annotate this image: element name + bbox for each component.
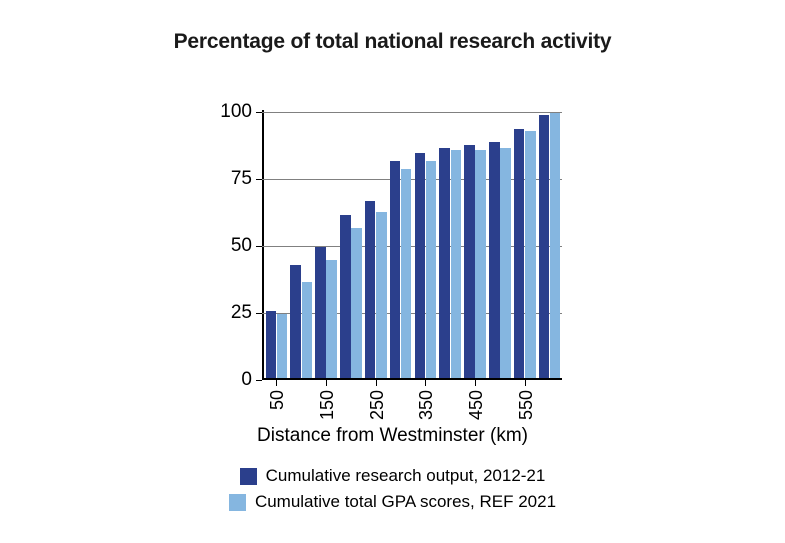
x-axis-line: [262, 378, 562, 380]
bar: [266, 311, 277, 378]
bar: [415, 153, 426, 378]
bar: [464, 145, 475, 378]
bar: [277, 314, 288, 378]
bar: [401, 169, 412, 378]
legend-item: [240, 466, 546, 486]
bar: [439, 148, 450, 378]
x-tick-mark: [276, 380, 277, 386]
x-tick-mark: [326, 380, 327, 386]
legend-swatch: [240, 468, 257, 485]
y-tick-label: 0: [241, 369, 252, 390]
x-tick-label: 250: [366, 390, 387, 421]
y-tick-mark: [256, 313, 262, 314]
legend-label: Cumulative total GPA scores, REF 2021: [254, 492, 557, 511]
y-tick-label: 75: [230, 168, 252, 189]
bar: [340, 215, 351, 378]
legend-swatch: [229, 494, 246, 511]
x-tick-mark: [525, 380, 526, 386]
chart-title: Percentage of total national research activity: [173, 30, 612, 53]
bar: [426, 161, 437, 378]
y-tick-mark: [256, 179, 262, 180]
bar: [539, 115, 550, 378]
bar: [451, 150, 462, 378]
bar: [525, 131, 536, 378]
bar: [351, 228, 362, 378]
x-tick-mark: [425, 380, 426, 386]
bar: [500, 148, 511, 378]
bar: [315, 247, 326, 378]
x-tick-label: 150: [317, 390, 338, 421]
y-tick-mark: [256, 380, 262, 381]
x-tick-mark: [475, 380, 476, 386]
bar: [365, 201, 376, 378]
x-tick-label: 50: [267, 390, 288, 411]
bar: [550, 113, 561, 378]
bar: [514, 129, 525, 378]
y-tick-label: 100: [220, 101, 252, 122]
legend-label: Cumulative research output, 2012-21: [265, 466, 546, 485]
x-tick-mark: [376, 380, 377, 386]
x-tick-label: 350: [416, 390, 437, 421]
plot-area: [220, 101, 562, 421]
bar: [290, 265, 301, 378]
legend-item: [229, 492, 556, 512]
bar-group: [264, 110, 562, 378]
y-tick-mark: [256, 112, 262, 113]
x-tick-label: 550: [515, 390, 536, 421]
y-tick-label: 25: [230, 302, 252, 323]
y-tick-mark: [256, 246, 262, 247]
bar: [302, 282, 313, 378]
bar: [376, 212, 387, 378]
bar: [489, 142, 500, 378]
chart-legend: [0, 466, 785, 512]
y-tick-label: 50: [230, 235, 252, 256]
bar: [326, 260, 337, 378]
bar: [475, 150, 486, 378]
bar: [390, 161, 401, 378]
x-tick-label: 450: [466, 390, 487, 421]
x-axis-title: Distance from Westminster (km): [257, 425, 528, 446]
